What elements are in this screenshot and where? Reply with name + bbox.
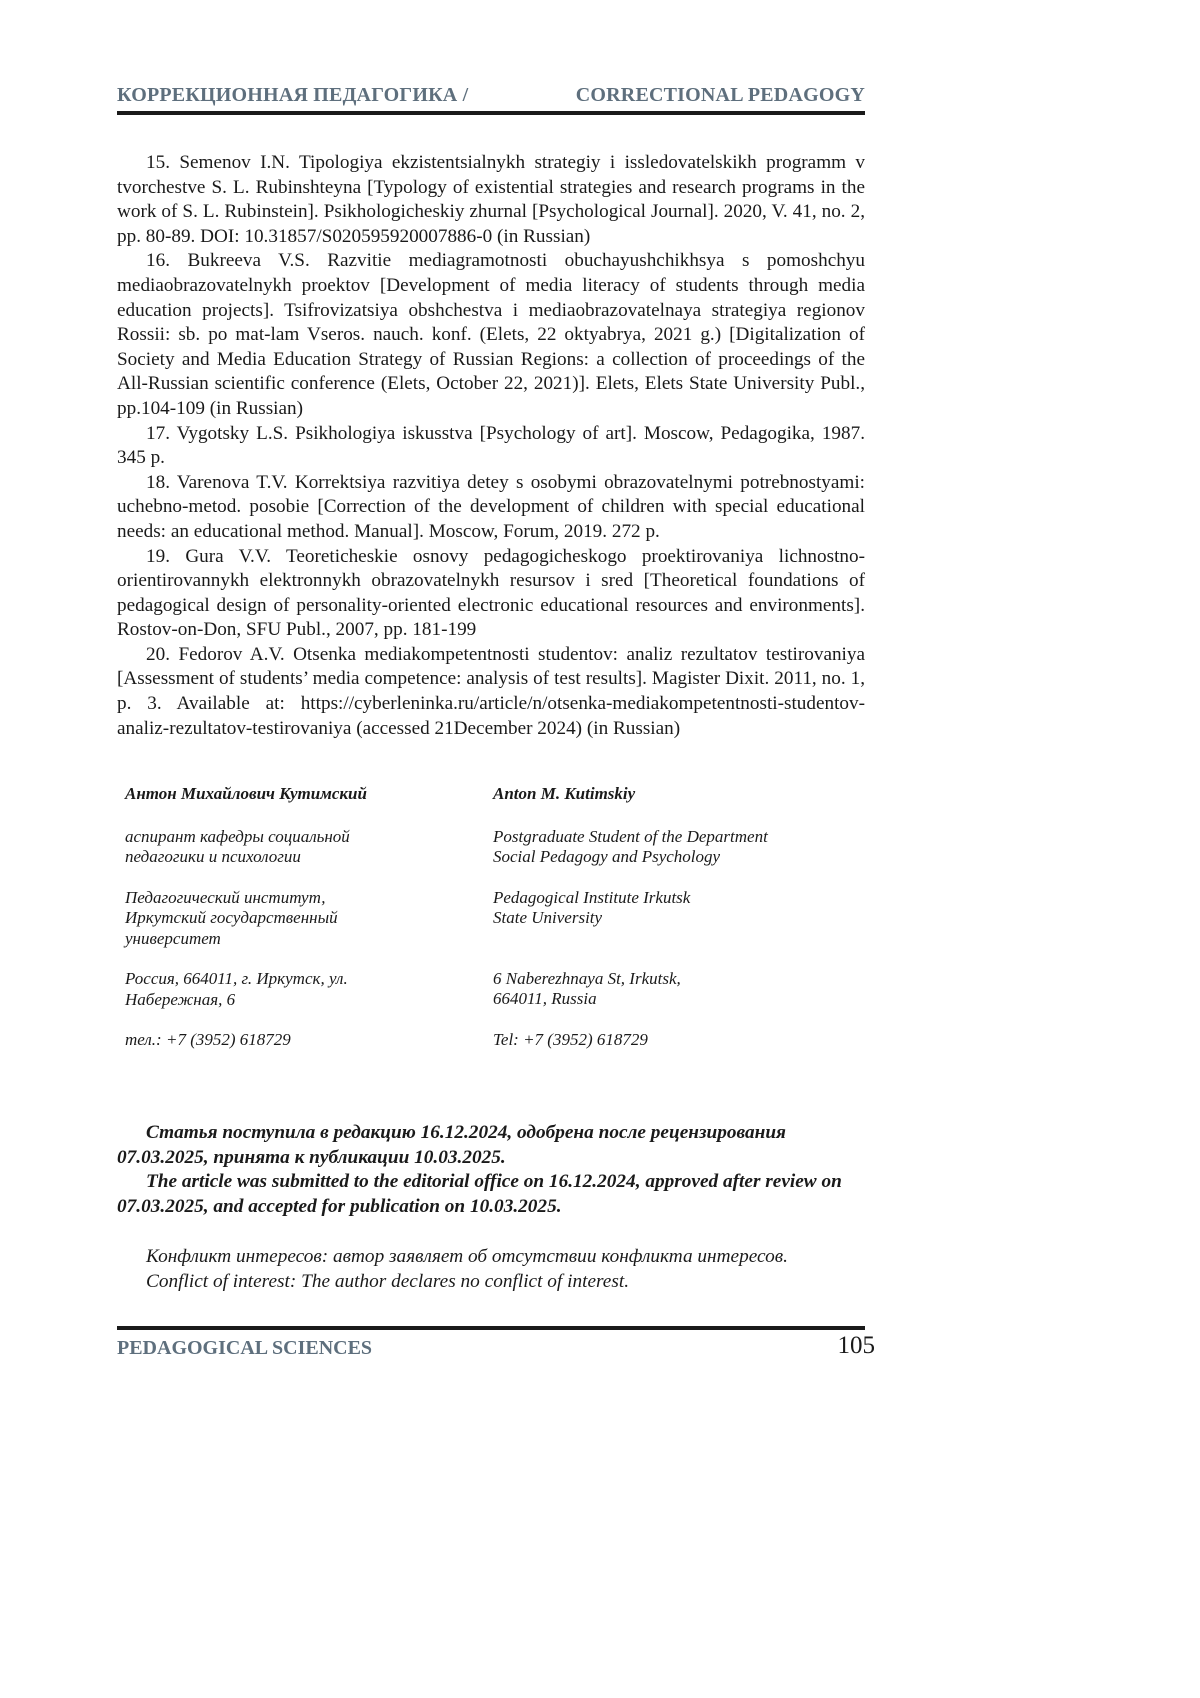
author-position-en: Postgraduate Student of the Department Social Pedagogy and Psychology: [493, 827, 803, 868]
page-number: 105: [820, 1332, 875, 1360]
conflict-ru: Конфликт интересов: автор заявляет об отсутствии конфликта интересов.: [117, 1244, 865, 1269]
footer-rule: [117, 1326, 865, 1330]
running-header: [117, 84, 865, 107]
conflict-en: Conflict of interest: The author declares no conflict of interest.: [117, 1269, 865, 1294]
author-name-ru: Антон Михайлович Кутимский: [125, 784, 493, 805]
dates-en: The article was submitted to the editorial office on 16.12.2024, approved after review on 07.03.2025, and accepted for publication on 10.03.2025.: [117, 1170, 865, 1219]
publication-dates: [117, 1121, 865, 1219]
author-phone-en: Tel: +7 (3952) 618729: [493, 1030, 845, 1051]
header-left: КОРРЕКЦИОННАЯ ПЕДАГОГИКА /: [117, 84, 468, 107]
author-institution-en: Pedagogical Institute Irkutsk State University: [493, 888, 693, 929]
author-info-russian: [125, 784, 493, 1071]
author-address-en: 6 Naberezhnaya St, Irkutsk, 664011, Russia: [493, 969, 708, 1010]
author-info: [125, 784, 845, 1071]
author-name-en: Anton M. Kutimskiy: [493, 784, 845, 805]
reference-item: 19. Gura V.V. Teoreticheskie osnovy pedagogicheskogo proektirovaniya lichnostno-orientirovannykh elektronnykh obrazovatelnykh resursov i sred [Theoretical foundations of pedagogical design of personality-oriented electronic educational resources and environments]. Rostov-on-Don, SFU Publ., 2007, pp. 181-199: [117, 545, 865, 643]
reference-item: 18. Varenova T.V. Korrektsiya razvitiya detey s osobymi obrazovatelnymi potrebnostyami: uchebno-metod. posobie [Correction of the development of children with special educational needs: an educational method. Manual]. Moscow, Forum, 2019. 272 p.: [117, 471, 865, 545]
author-position-ru: аспирант кафедры социальной педагогики и психологии: [125, 827, 375, 868]
reference-list: [117, 151, 865, 741]
conflict-of-interest: [117, 1244, 865, 1294]
reference-item: 15. Semenov I.N. Tipologiya ekzistentsialnykh strategiy i issledovatelskikh programm v tvorchestve S. L. Rubinshteyna [Typology of existential strategies and research programs in the work of S. L. Rubinstein]. Psikhologicheskiy zhurnal [Psychological Journal]. 2020, V. 41, no. 2, pp. 80-89. DOI: 10.31857/S020595920007886-0 (in Russian): [117, 151, 865, 249]
reference-item: 16. Bukreeva V.S. Razvitie mediagramotnosti obuchayushchikhsya s pomoshchyu mediaobrazovatelnykh proektov [Development of media literacy of students through media education projects]. Tsifrovizatsiya obshchestva i mediaobrazovatelnaya strategiya regionov Rossii: sb. po mat-lam Vseros. nauch. konf. (Elets, 22 oktyabrya, 2021 g.) [Digitalization of Society and Media Education Strategy of Russian Regions: a collection of proceedings of the All-Russian scientific conference (Elets, October 22, 2021)]. Elets, Elets State University Publ., pp.104-109 (in Russian): [117, 249, 865, 421]
header-right: CORRECTIONAL PEDAGOGY: [576, 84, 865, 107]
author-phone-ru: тел.: +7 (3952) 618729: [125, 1030, 493, 1051]
reference-item: 20. Fedorov A.V. Otsenka mediakompetentnosti studentov: analiz rezultatov testirovaniya [Assessment of students’ media competence: analysis of test results]. Magister Dixit. 2011, no. 1, p. 3. Available at: https://cyberleninka.ru/article/n/otsenka-mediakompetentnosti-studentov-analiz-rezultatov-testirovaniya (accessed 21December 2024) (in Russian): [117, 643, 865, 741]
dates-ru: Статья поступила в редакцию 16.12.2024, одобрена после рецензирования 07.03.2025, принята к публикации 10.03.2025.: [117, 1121, 865, 1170]
author-info-english: [493, 784, 845, 1071]
header-rule: [117, 111, 865, 115]
reference-item: 17. Vygotsky L.S. Psikhologiya iskusstva [Psychology of art]. Moscow, Pedagogika, 1987. 345 p.: [117, 422, 865, 471]
author-institution-ru: Педагогический институт, Иркутский государственный университет: [125, 888, 365, 950]
author-address-ru: Россия, 664011, г. Иркутск, ул. Набережная, 6: [125, 969, 355, 1010]
footer-section: PEDAGOGICAL SCIENCES: [117, 1337, 372, 1360]
